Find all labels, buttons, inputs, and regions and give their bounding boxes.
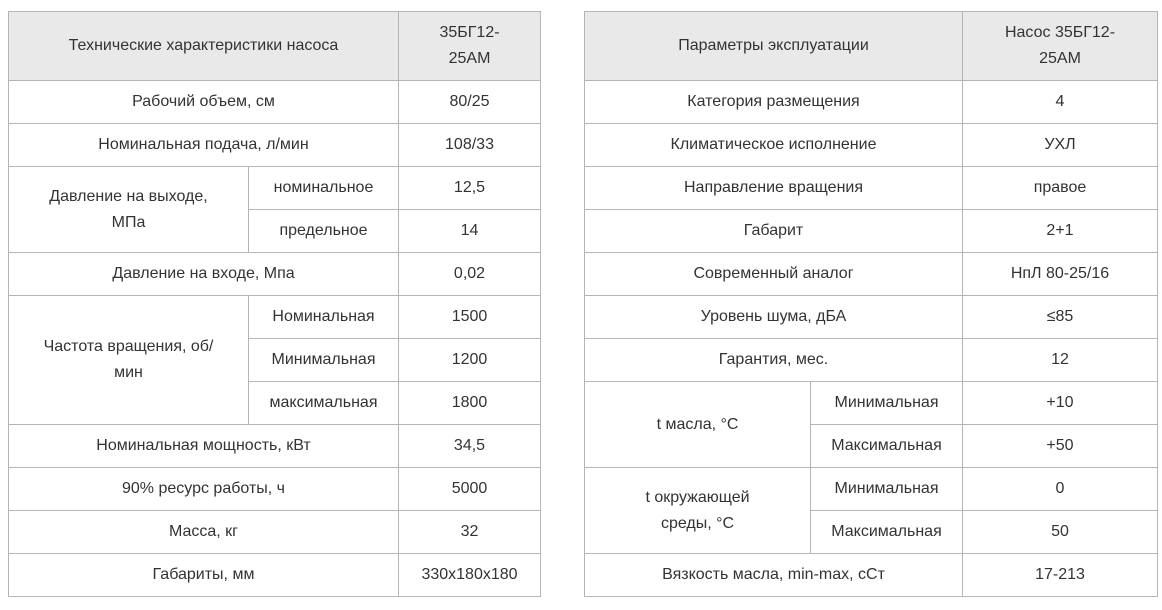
row-value: 0 bbox=[963, 468, 1158, 511]
row-label: Габариты, мм bbox=[9, 554, 399, 597]
row-value: 32 bbox=[399, 511, 541, 554]
table-row bbox=[9, 167, 541, 210]
row-value: 330x180x180 bbox=[399, 554, 541, 597]
sub-label: Минимальная bbox=[249, 339, 399, 382]
row-value: 12 bbox=[963, 339, 1158, 382]
row-label: Вязкость масла, min-max, сСт bbox=[585, 554, 963, 597]
header-param: Технические характеристики насоса bbox=[9, 12, 399, 81]
sub-label: Максимальная bbox=[811, 511, 963, 554]
table-row bbox=[9, 296, 541, 339]
row-label: Направление вращения bbox=[585, 167, 963, 210]
row-value: УХЛ bbox=[963, 124, 1158, 167]
sub-label: номинальное bbox=[249, 167, 399, 210]
table-row bbox=[9, 124, 541, 167]
table-row bbox=[585, 253, 1158, 296]
row-value: 4 bbox=[963, 81, 1158, 124]
row-value: 0,02 bbox=[399, 253, 541, 296]
row-label: Рабочий объем, см bbox=[9, 81, 399, 124]
table-row bbox=[585, 167, 1158, 210]
row-value: 1500 bbox=[399, 296, 541, 339]
sub-label: Минимальная bbox=[811, 468, 963, 511]
row-value: 5000 bbox=[399, 468, 541, 511]
table-row bbox=[585, 382, 1158, 425]
table-row bbox=[9, 81, 541, 124]
table-row bbox=[585, 124, 1158, 167]
row-value: 1800 bbox=[399, 382, 541, 425]
row-value: 34,5 bbox=[399, 425, 541, 468]
header-model: 35БГ12-25АМ bbox=[399, 12, 541, 81]
row-value: ≤85 bbox=[963, 296, 1158, 339]
row-label: Уровень шума, дБА bbox=[585, 296, 963, 339]
table-header-row bbox=[585, 12, 1158, 81]
row-value: 50 bbox=[963, 511, 1158, 554]
operation-params-table bbox=[584, 11, 1158, 597]
table-row bbox=[9, 468, 541, 511]
row-label: Категория размещения bbox=[585, 81, 963, 124]
header-param: Параметры эксплуатации bbox=[585, 12, 963, 81]
sub-label: максимальная bbox=[249, 382, 399, 425]
row-value: 1200 bbox=[399, 339, 541, 382]
row-label: Номинальная мощность, кВт bbox=[9, 425, 399, 468]
sub-label: Максимальная bbox=[811, 425, 963, 468]
table-row bbox=[9, 554, 541, 597]
table-row bbox=[9, 253, 541, 296]
row-label: t окружающей среды, °С bbox=[585, 468, 811, 554]
row-label: Давление на входе, Мпа bbox=[9, 253, 399, 296]
row-label: Габарит bbox=[585, 210, 963, 253]
row-value: правое bbox=[963, 167, 1158, 210]
row-label: t масла, °С bbox=[585, 382, 811, 468]
pump-specs-table bbox=[8, 11, 541, 597]
row-label: Масса, кг bbox=[9, 511, 399, 554]
row-label: Гарантия, мес. bbox=[585, 339, 963, 382]
sub-label: Минимальная bbox=[811, 382, 963, 425]
header-model: Насос 35БГ12-25АМ bbox=[963, 12, 1158, 81]
row-value: 14 bbox=[399, 210, 541, 253]
row-label: Частота вращения, об/мин bbox=[9, 296, 249, 425]
row-value: +50 bbox=[963, 425, 1158, 468]
sub-label: Номинальная bbox=[249, 296, 399, 339]
table-row bbox=[585, 339, 1158, 382]
row-label: Климатическое исполнение bbox=[585, 124, 963, 167]
row-label: Современный аналог bbox=[585, 253, 963, 296]
table-row bbox=[585, 554, 1158, 597]
row-label: Номинальная подача, л/мин bbox=[9, 124, 399, 167]
table-row bbox=[585, 210, 1158, 253]
row-value: 17-213 bbox=[963, 554, 1158, 597]
row-label: 90% ресурс работы, ч bbox=[9, 468, 399, 511]
row-value: 108/33 bbox=[399, 124, 541, 167]
row-value: 2+1 bbox=[963, 210, 1158, 253]
row-value: НпЛ 80-25/16 bbox=[963, 253, 1158, 296]
sub-label: предельное bbox=[249, 210, 399, 253]
row-value: 12,5 bbox=[399, 167, 541, 210]
table-row bbox=[585, 468, 1158, 511]
row-label: Давление на выходе, МПа bbox=[9, 167, 249, 253]
row-value: 80/25 bbox=[399, 81, 541, 124]
table-row bbox=[9, 425, 541, 468]
row-value: +10 bbox=[963, 382, 1158, 425]
table-row bbox=[585, 296, 1158, 339]
table-row bbox=[9, 511, 541, 554]
table-row bbox=[585, 81, 1158, 124]
table-header-row bbox=[9, 12, 541, 81]
